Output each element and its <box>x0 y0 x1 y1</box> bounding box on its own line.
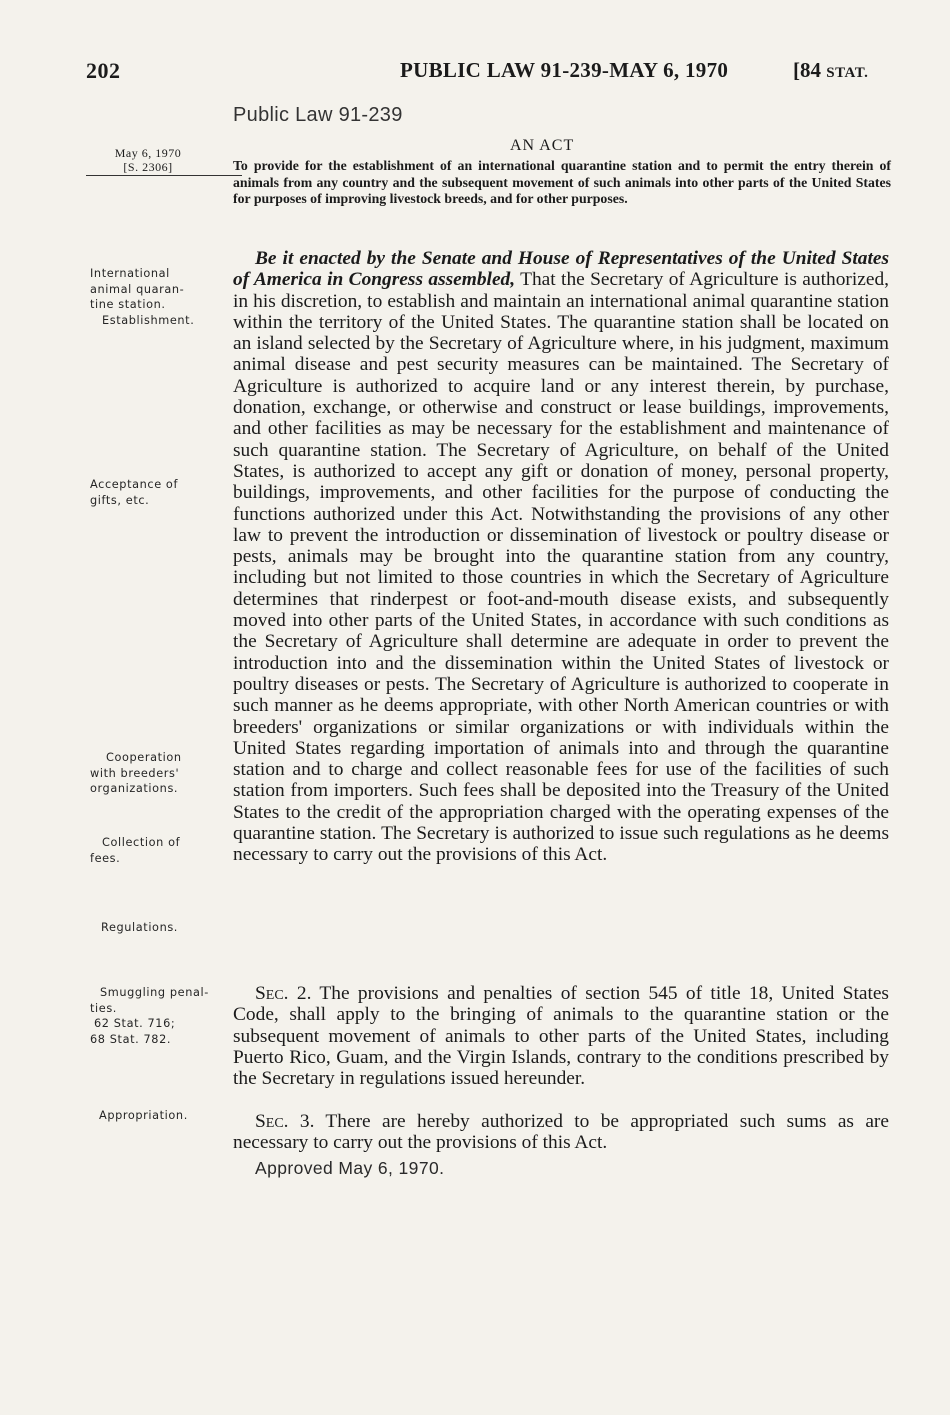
volume-number: [84 <box>793 58 821 82</box>
section-3-paragraph <box>233 1111 889 1154</box>
enacting-clause: Be it enacted by the Senate and House of Representatives of the United States of America in Congress assembled, <box>233 248 889 291</box>
act-heading: AN ACT <box>510 137 575 154</box>
margin-note-cooperation <box>90 750 182 797</box>
volume-stat: STAT. <box>826 65 869 81</box>
margin-note-line: Collection of <box>102 836 181 849</box>
margin-note-line: Regulations. <box>101 921 178 934</box>
margin-note-line: Cooperation <box>106 751 182 764</box>
margin-note-line: 68 Stat. 782. <box>90 1032 172 1046</box>
section-1-text: That the Secretary of Agriculture is authorized, in his discretion, to establish and maintain an international animal quarantine station within the territory of the United States. The quarantine station shall be located on an island selected by the Secretary of Agriculture where, in his judgment, maximum animal disease and pest security measures can be maintained. The Secretary of Agriculture is authorized to acquire land or any interest therein, by purchase, donation, exchange, or otherwise and construct or lease buildings, improvements, and other facilities as may be necessary for the establishment and maintenance of such quarantine station. The Secretary of Agriculture, on behalf of the United States, is authorized to accept any gift or donation of money, personal property, buildings, improvements, and other facilities for the purpose of conducting the functions authorized under this Act. Notwithstanding the provisions of any other law to prevent the introduction or dissemination of livestock or poultry disease or pests, animals may be brought into the quarantine station from any country, including but not limited to those countries in which the Secretary of Agriculture determines that rinderpest or foot-and-mouth disease exists, and subsequently moved into other parts of the United States, in accordance with such conditions as the Secretary of Agriculture shall determine are adequate in order to prevent the introduction into and the dissemination within the United States of livestock or poultry diseases or pests. The Secretary of Agriculture is authorized to cooperate in such manner as he deems appropriate, with other North American countries or with breeders' organizations or similar organizations or with individuals within the United States regarding importation of animals into and through the quarantine station and to charge and collect reasonable fees for use of the facilities of such station from importers. Such fees shall be deposited into the Treasury of the United States to the credit of the appropriation charged with the operating expenses of the quarantine station. The Secretary is authorized to issue such regulations as he deems necessary to carry out the provisions of this Act. <box>233 269 889 866</box>
margin-note-line: Acceptance of <box>90 478 179 491</box>
enactment-info <box>96 146 200 174</box>
section-2-label: Sec. 2. <box>255 983 312 1004</box>
page-number: 202 <box>86 58 121 83</box>
section-2-text: The provisions and penalties of section 545 of title 18, United States Code, shall apply to the bringing of animals to the quarantine station or the subsequent movement of animals to other parts of the United States, including Puerto Rico, Guam, and the Virgin Islands, contrary to the conditions prescribed by the Secretary in regulations issued hereunder. <box>233 983 889 1090</box>
margin-note-line: Appropriation. <box>99 1109 188 1122</box>
margin-note-line: Establishment. <box>102 313 195 327</box>
margin-note-line: International <box>90 267 170 280</box>
margin-note-line: 62 Stat. 716; <box>94 1017 176 1030</box>
section-2-paragraph <box>233 983 889 1089</box>
act-purpose: To provide for the establishment of an international quarantine station and to permit the entry therein of animals from any country and the subsequent movement of such animals into other parts of the United States for purposes of improving livestock breeds, and for other purposes. <box>233 158 891 206</box>
margin-note-collection <box>90 835 180 866</box>
law-title: Public Law 91-239 <box>233 104 403 126</box>
margin-note-line: Smuggling penal- <box>100 986 209 999</box>
enactment-date: May 6, 1970 <box>114 146 182 160</box>
margin-note-line: tine station. <box>90 298 166 311</box>
margin-note-appropriation <box>99 1108 188 1124</box>
margin-note-line: ties. <box>90 1001 117 1015</box>
margin-note-line: gifts, etc. <box>90 493 150 507</box>
section-1-paragraph <box>233 248 889 866</box>
running-head: PUBLIC LAW 91-239-MAY 6, 1970 <box>400 58 729 82</box>
margin-note-acceptance <box>90 477 178 508</box>
section-3-text: There are hereby authorized to be appropriated such sums as are necessary to carry out the provisions of this Act. <box>233 1111 889 1154</box>
margin-note-line: with breeders' <box>90 766 180 780</box>
approval-line: Approved May 6, 1970. <box>255 1158 445 1178</box>
margin-note-line: animal quaran- <box>90 282 185 296</box>
margin-note-regulations <box>101 920 178 936</box>
section-3-label: Sec. 3. <box>255 1111 315 1132</box>
enactment-rule <box>86 175 242 176</box>
margin-note-international <box>90 266 194 328</box>
margin-note-line: organizations. <box>90 782 179 795</box>
margin-note-smuggling <box>90 985 209 1047</box>
margin-note-line: fees. <box>90 851 121 865</box>
volume-reference <box>793 58 868 83</box>
bill-number: [S. 2306] <box>123 160 173 174</box>
